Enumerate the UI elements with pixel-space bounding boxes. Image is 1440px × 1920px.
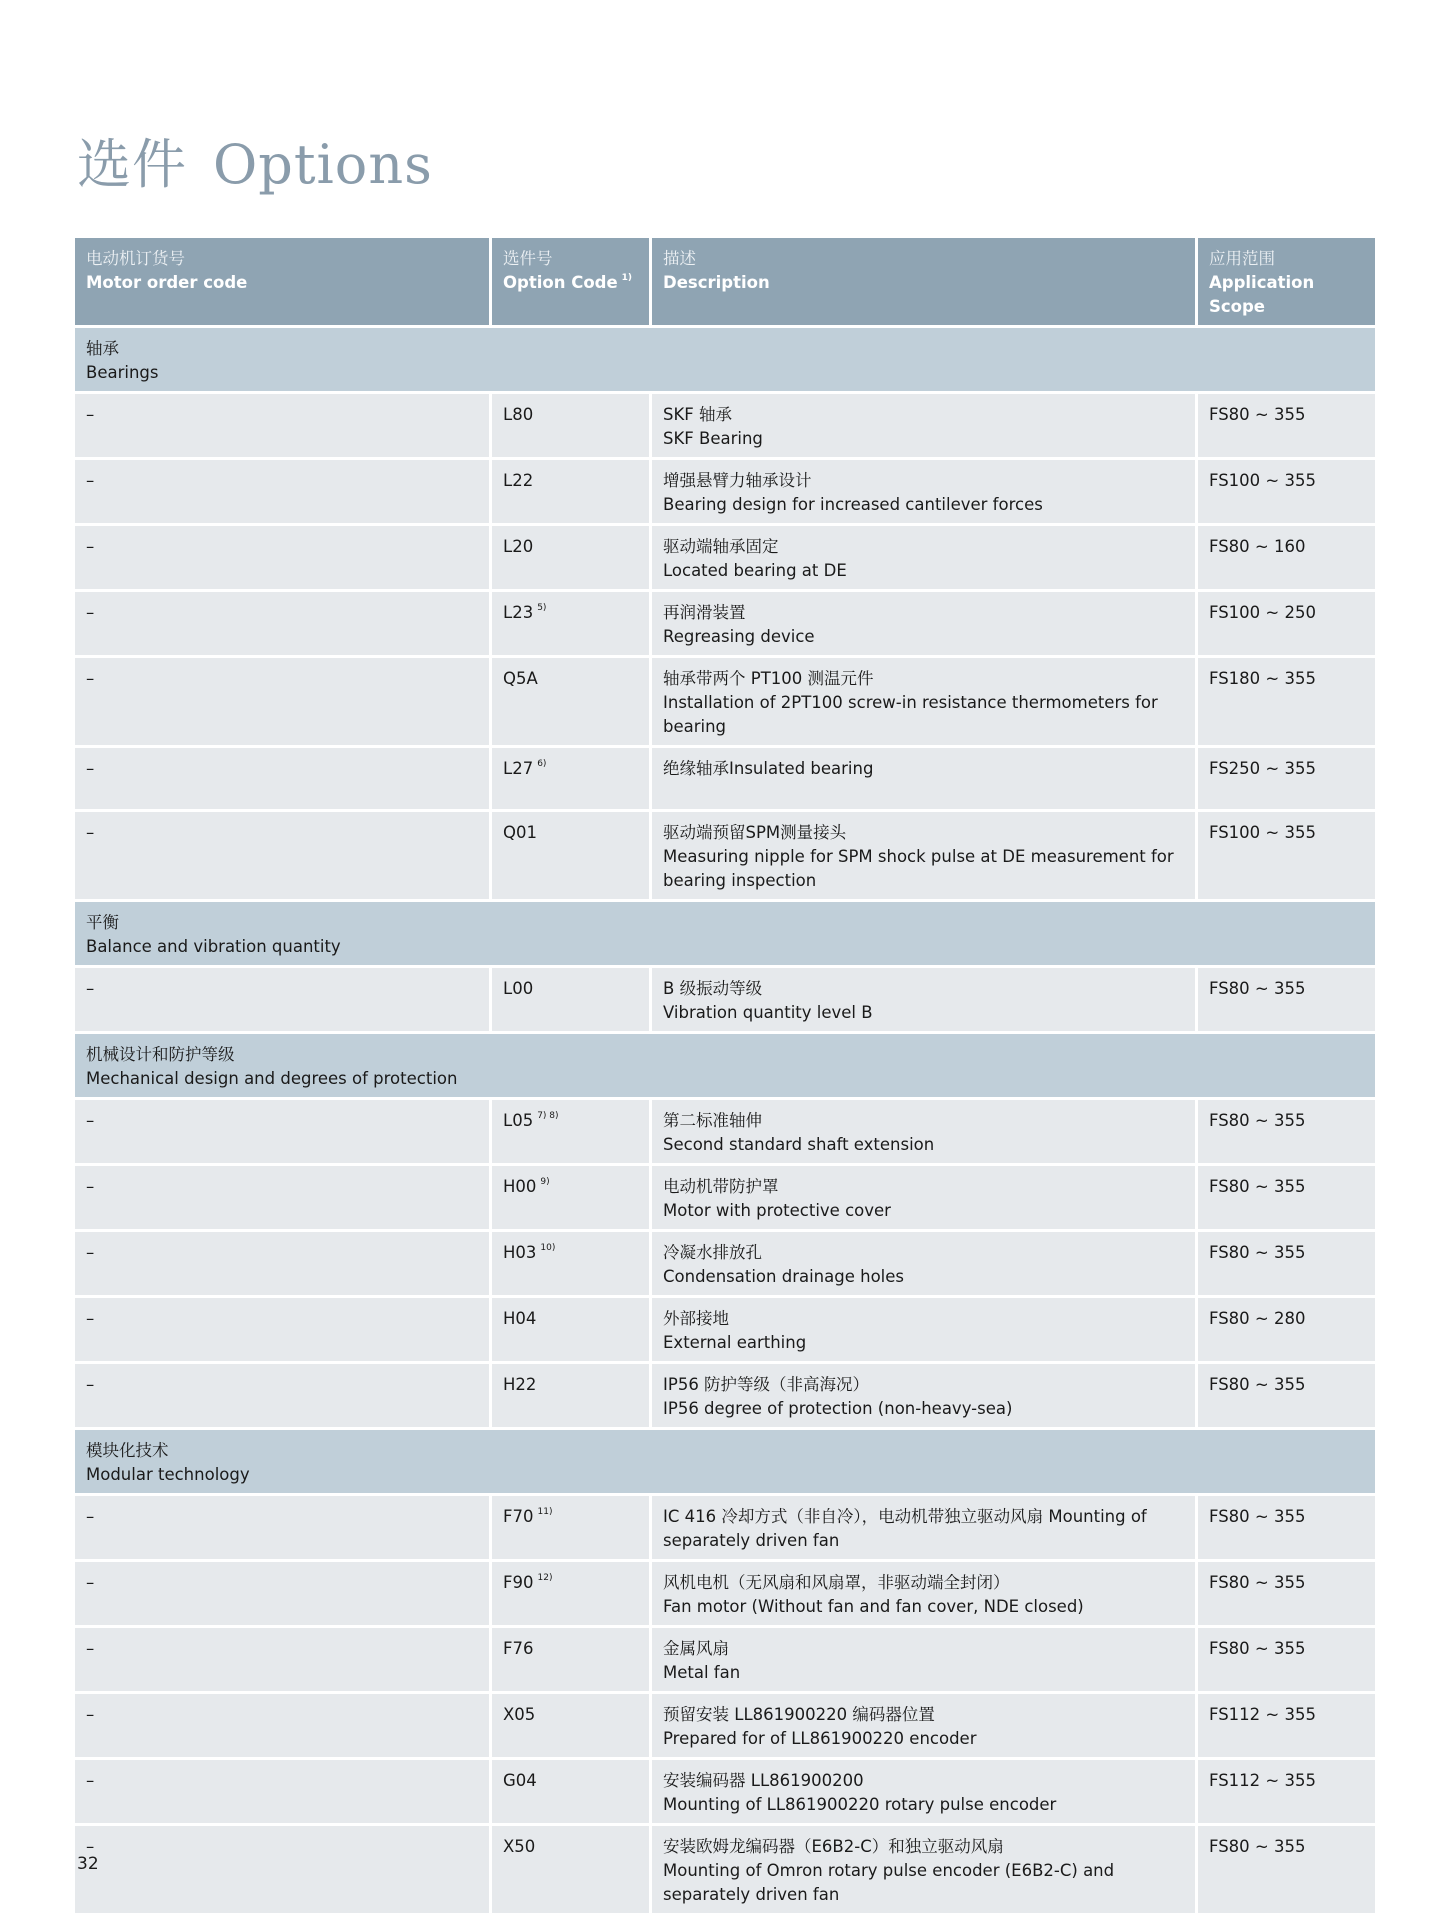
motor-order-code-cell: – <box>75 748 489 812</box>
option-code-cell <box>489 1826 649 1916</box>
section-title-cn: 模块化技术 <box>86 1441 169 1460</box>
table-row <box>75 460 1375 526</box>
description-cn: B 级振动等级 <box>663 979 763 998</box>
description-en: Bearing design for increased cantilever forces <box>663 495 1043 514</box>
description-cell <box>649 1694 1195 1760</box>
option-code-cell <box>489 394 649 460</box>
section-header-row <box>75 1430 1375 1496</box>
description-cell <box>649 1232 1195 1298</box>
motor-order-code-cell: – <box>75 1562 489 1628</box>
table-row <box>75 1628 1375 1694</box>
description-cell <box>649 394 1195 460</box>
description-cn: 电动机带防护罩 <box>663 1177 779 1196</box>
table-row <box>75 968 1375 1034</box>
table-row <box>75 592 1375 658</box>
application-scope-cell: FS80 ~ 355 <box>1195 1826 1375 1916</box>
motor-order-code-cell: – <box>75 812 489 902</box>
description-en: Mounting of Omron rotary pulse encoder (E6B2-C) and separately driven fan <box>663 1861 1115 1904</box>
motor-order-code-cell: – <box>75 592 489 658</box>
option-code: X05 <box>503 1705 536 1724</box>
table-row <box>75 812 1375 902</box>
section-title-en: Modular technology <box>86 1465 250 1484</box>
description-cn: SKF 轴承 <box>663 405 733 424</box>
header-option-code-cn: 选件号 <box>503 249 553 268</box>
option-code-cell <box>489 812 649 902</box>
description-en: Mounting of LL861900220 rotary pulse encoder <box>663 1795 1057 1814</box>
description-en: Installation of 2PT100 screw-in resistance thermometers for bearing <box>663 693 1158 736</box>
option-code-cell <box>489 1232 649 1298</box>
option-code: L27 <box>503 759 534 778</box>
motor-order-code-cell: – <box>75 1694 489 1760</box>
footnote-ref: 12) <box>537 1573 553 1583</box>
description-cell <box>649 1760 1195 1826</box>
description-cell <box>649 1100 1195 1166</box>
table-row <box>75 1166 1375 1232</box>
header-option-code-label: Option Code <box>503 273 618 292</box>
description-cn: 预留安装 LL861900220 编码器位置 <box>663 1705 935 1724</box>
header-description <box>649 238 1195 328</box>
description-en: Fan motor (Without fan and fan cover, NDE closed) <box>663 1597 1084 1616</box>
header-description-cn: 描述 <box>663 249 696 268</box>
option-code-cell <box>489 1760 649 1826</box>
option-code: H03 <box>503 1243 537 1262</box>
option-code: L80 <box>503 405 534 424</box>
option-code-cell <box>489 1298 649 1364</box>
table-row <box>75 1760 1375 1826</box>
header-motor-order-code-cn: 电动机订货号 <box>86 249 185 268</box>
table-row <box>75 1298 1375 1364</box>
motor-order-code-cell: – <box>75 1496 489 1562</box>
section-title-en: Balance and vibration quantity <box>86 937 341 956</box>
application-scope-cell: FS112 ~ 355 <box>1195 1694 1375 1760</box>
table-row <box>75 1232 1375 1298</box>
table-row <box>75 748 1375 812</box>
table-row <box>75 1562 1375 1628</box>
page-title-cn: 选件 <box>77 133 187 196</box>
description-en: SKF Bearing <box>663 429 763 448</box>
header-option-code <box>489 238 649 328</box>
option-code-cell <box>489 526 649 592</box>
description-cn: 增强悬臂力轴承设计 <box>663 471 812 490</box>
option-code: Q5A <box>503 669 538 688</box>
page-title-en: Options <box>213 133 433 196</box>
application-scope-cell: FS80 ~ 160 <box>1195 526 1375 592</box>
table-row <box>75 658 1375 748</box>
footnote-ref: 11) <box>537 1507 553 1517</box>
option-code: F90 <box>503 1573 534 1592</box>
table-row <box>75 1496 1375 1562</box>
description-en: Second standard shaft extension <box>663 1135 935 1154</box>
motor-order-code-cell: – <box>75 658 489 748</box>
table-body <box>75 328 1375 1916</box>
option-code: L00 <box>503 979 534 998</box>
description-cell <box>649 748 1195 812</box>
application-scope-cell: FS80 ~ 355 <box>1195 1364 1375 1430</box>
option-code-cell <box>489 658 649 748</box>
section-title-cn: 机械设计和防护等级 <box>86 1045 235 1064</box>
table-header <box>75 238 1375 328</box>
description-cn: 安装欧姆龙编码器（E6B2-C）和独立驱动风扇 <box>663 1837 1004 1856</box>
description-en: IP56 degree of protection (non-heavy-sea) <box>663 1399 1013 1418</box>
description-cell <box>649 812 1195 902</box>
description-cell <box>649 526 1195 592</box>
option-code: Q01 <box>503 823 537 842</box>
description-en: Prepared for of LL861900220 encoder <box>663 1729 977 1748</box>
motor-order-code-cell: – <box>75 526 489 592</box>
description-cell <box>649 1364 1195 1430</box>
application-scope-cell: FS80 ~ 355 <box>1195 1496 1375 1562</box>
application-scope-cell: FS100 ~ 250 <box>1195 592 1375 658</box>
header-option-code-en <box>503 271 639 295</box>
motor-order-code-cell: – <box>75 1628 489 1694</box>
section-header-cell <box>75 1430 1375 1496</box>
option-code-cell <box>489 1694 649 1760</box>
description-cn: 驱动端轴承固定 <box>663 537 779 556</box>
description-cell <box>649 1166 1195 1232</box>
section-title-cn: 平衡 <box>86 913 119 932</box>
description-cn: 金属风扇 <box>663 1639 729 1658</box>
application-scope-cell: FS100 ~ 355 <box>1195 460 1375 526</box>
section-header-cell <box>75 328 1375 394</box>
motor-order-code-cell: – <box>75 1826 489 1916</box>
footnote-ref: 5) <box>537 603 547 613</box>
description-cell <box>649 1562 1195 1628</box>
application-scope-cell: FS100 ~ 355 <box>1195 812 1375 902</box>
description-cn: IP56 防护等级（非高海况） <box>663 1375 870 1394</box>
option-code: F76 <box>503 1639 534 1658</box>
header-motor-order-code <box>75 238 489 328</box>
option-code: G04 <box>503 1771 537 1790</box>
motor-order-code-cell: – <box>75 1166 489 1232</box>
option-code: L05 <box>503 1111 534 1130</box>
motor-order-code-cell: – <box>75 1100 489 1166</box>
application-scope-cell: FS80 ~ 280 <box>1195 1298 1375 1364</box>
header-application-scope-cn: 应用范围 <box>1209 249 1275 268</box>
section-title-cn: 轴承 <box>86 339 119 358</box>
description-en: Metal fan <box>663 1663 741 1682</box>
motor-order-code-cell: – <box>75 394 489 460</box>
table-row <box>75 1364 1375 1430</box>
motor-order-code-cell: – <box>75 460 489 526</box>
option-code-cell <box>489 1496 649 1562</box>
option-code-cell <box>489 1628 649 1694</box>
page-number: 32 <box>77 1854 99 1874</box>
description-cn: 绝缘轴承Insulated bearing <box>663 759 874 778</box>
section-header-row <box>75 1034 1375 1100</box>
option-code: L22 <box>503 471 534 490</box>
header-row <box>75 238 1375 328</box>
option-code-cell <box>489 1166 649 1232</box>
description-cn: 风机电机（无风扇和风扇罩，非驱动端全封闭） <box>663 1573 1010 1592</box>
option-code: L20 <box>503 537 534 556</box>
section-header-row <box>75 328 1375 394</box>
table-row <box>75 394 1375 460</box>
description-en: Condensation drainage holes <box>663 1267 904 1286</box>
description-cn: 再润滑装置 <box>663 603 746 622</box>
option-code: H04 <box>503 1309 537 1328</box>
page-title <box>77 125 433 205</box>
application-scope-cell: FS80 ~ 355 <box>1195 1100 1375 1166</box>
application-scope-cell: FS250 ~ 355 <box>1195 748 1375 812</box>
option-code-cell <box>489 1364 649 1430</box>
table-row <box>75 1100 1375 1166</box>
table-row <box>75 1694 1375 1760</box>
footnote-ref: 7) 8) <box>537 1111 559 1121</box>
section-header-cell <box>75 1034 1375 1100</box>
description-cn: 安装编码器 LL861900200 <box>663 1771 864 1790</box>
description-cn: 轴承带两个 PT100 测温元件 <box>663 669 874 688</box>
table-row <box>75 526 1375 592</box>
description-cell <box>649 592 1195 658</box>
header-description-en: Description <box>663 273 770 292</box>
option-code-cell <box>489 592 649 658</box>
application-scope-cell: FS80 ~ 355 <box>1195 1232 1375 1298</box>
motor-order-code-cell: – <box>75 1760 489 1826</box>
motor-order-code-cell: – <box>75 1364 489 1430</box>
application-scope-cell: FS80 ~ 355 <box>1195 1628 1375 1694</box>
description-cell <box>649 1628 1195 1694</box>
application-scope-cell: FS80 ~ 355 <box>1195 1166 1375 1232</box>
section-header-cell <box>75 902 1375 968</box>
footnote-ref: 9) <box>540 1177 550 1187</box>
application-scope-cell: FS80 ~ 355 <box>1195 1562 1375 1628</box>
option-code-cell <box>489 968 649 1034</box>
description-cell <box>649 658 1195 748</box>
description-en: Located bearing at DE <box>663 561 847 580</box>
table-row <box>75 1826 1375 1916</box>
section-title-en: Bearings <box>86 363 159 382</box>
motor-order-code-cell: – <box>75 1298 489 1364</box>
options-table <box>75 238 1375 1916</box>
header-application-scope-en: Application Scope <box>1209 273 1315 316</box>
section-title-en: Mechanical design and degrees of protection <box>86 1069 458 1088</box>
motor-order-code-cell: – <box>75 968 489 1034</box>
description-en: Vibration quantity level B <box>663 1003 873 1022</box>
option-code: X50 <box>503 1837 536 1856</box>
option-code: H22 <box>503 1375 537 1394</box>
description-cell <box>649 1496 1195 1562</box>
description-en: Regreasing device <box>663 627 815 646</box>
application-scope-cell: FS180 ~ 355 <box>1195 658 1375 748</box>
description-cell <box>649 1826 1195 1916</box>
description-en: External earthing <box>663 1333 807 1352</box>
footnote-ref: 1) <box>621 273 633 283</box>
footnote-ref: 6) <box>537 759 547 769</box>
application-scope-cell: FS80 ~ 355 <box>1195 968 1375 1034</box>
description-en: Motor with protective cover <box>663 1201 891 1220</box>
option-code: F70 <box>503 1507 534 1526</box>
option-code: L23 <box>503 603 534 622</box>
description-cell <box>649 460 1195 526</box>
description-cn: 冷凝水排放孔 <box>663 1243 762 1262</box>
option-code: H00 <box>503 1177 537 1196</box>
option-code-cell <box>489 1100 649 1166</box>
description-en: Measuring nipple for SPM shock pulse at DE measurement for bearing inspection <box>663 847 1174 890</box>
description-cell <box>649 968 1195 1034</box>
footnote-ref: 10) <box>540 1243 556 1253</box>
description-cn: IC 416 冷却方式（非自冷），电动机带独立驱动风扇 Mounting of separately driven fan <box>663 1507 1147 1550</box>
header-application-scope <box>1195 238 1375 328</box>
application-scope-cell: FS112 ~ 355 <box>1195 1760 1375 1826</box>
option-code-cell <box>489 1562 649 1628</box>
option-code-cell <box>489 748 649 812</box>
application-scope-cell: FS80 ~ 355 <box>1195 394 1375 460</box>
header-motor-order-code-en: Motor order code <box>86 273 248 292</box>
description-cn: 驱动端预留SPM测量接头 <box>663 823 847 842</box>
description-cn: 外部接地 <box>663 1309 729 1328</box>
description-cn: 第二标准轴伸 <box>663 1111 762 1130</box>
section-header-row <box>75 902 1375 968</box>
description-cell <box>649 1298 1195 1364</box>
motor-order-code-cell: – <box>75 1232 489 1298</box>
option-code-cell <box>489 460 649 526</box>
